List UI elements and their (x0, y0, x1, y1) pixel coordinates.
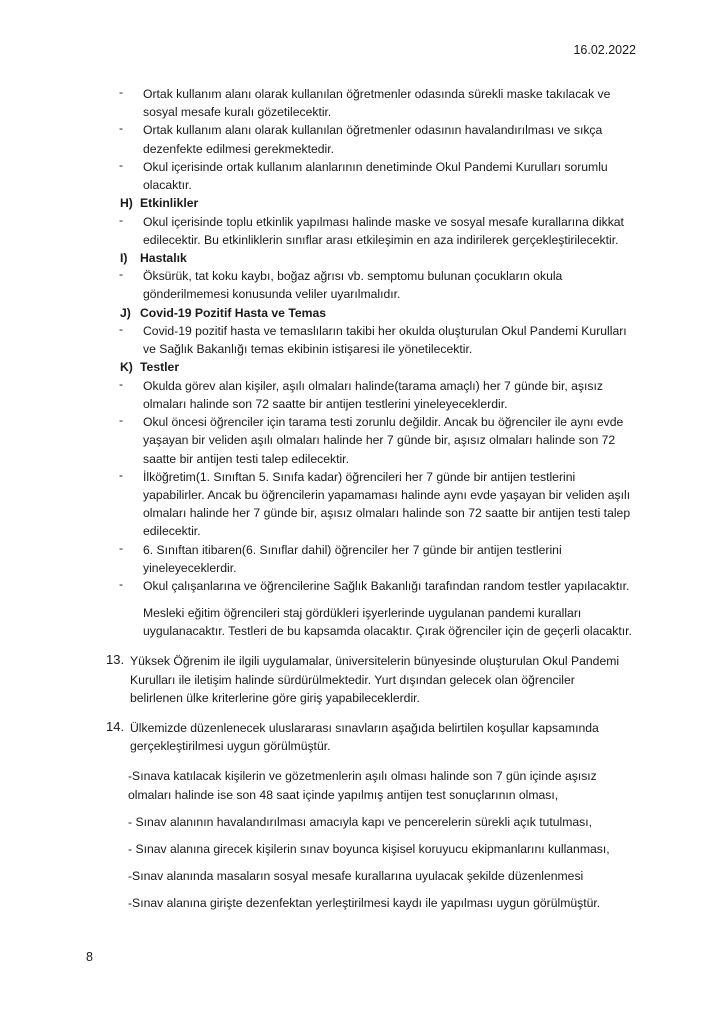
document-date: 16.02.2022 (573, 43, 636, 57)
bullet-dash: - (119, 540, 124, 555)
bullet-dash: - (119, 212, 124, 227)
item-number: 13. (106, 652, 125, 668)
bullet-line: Okul öncesi öğrenciler için tarama testi zorunlu değildir. Ancak bu öğrenciler ile aynı evde (143, 415, 624, 430)
bullet-line: yineleyeceklerdir. (143, 560, 237, 575)
bullet-line: Okul içerisinde ortak kullanım alanlarının denetiminde Okul Pandemi Kurulları sorumlu (143, 159, 608, 174)
bullet-dash: - (119, 121, 124, 136)
spacer (0, 707, 724, 719)
bullet-item (0, 577, 724, 595)
spacer (0, 858, 724, 867)
bullet-line: edilecektir. (143, 524, 201, 539)
document-body (0, 85, 724, 913)
condition-line: -Sınav alanına girişte dezenfektan yerleştirilmesi kaydı ile yapılması uygun görülmüştür. (128, 896, 601, 911)
condition-line: -Sınava katılacak kişilerin ve gözetmenlerin aşılı olması halinde son 7 gün içinde aşısız (128, 769, 597, 784)
item-line: gerçekleştirilmesi uygun görülmüştür. (130, 739, 331, 754)
condition-item (0, 867, 724, 885)
item-line: Yüksek Öğrenim ile ilgili uygulamalar, üniversitelerin bünyesinde oluşturulan Okul Pandemi (130, 654, 620, 669)
condition-line: - Sınav alanının havalandırılması amacıyla kapı ve pencerelerin sürekli açık tutulması, (128, 814, 593, 829)
condition-line: olmaları halinde ise son 48 saat içinde yapılmış antijen test sonuçlarının olması, (128, 787, 559, 802)
bullet-item (0, 267, 724, 303)
bullet-line: Öksürük, tat koku kaybı, boğaz ağrısı vb. semptomu bulunan çocukların okula (143, 269, 563, 284)
bullet-item (0, 541, 724, 577)
condition-line: -Sınav alanında masaların sosyal mesafe kurallarına uyulacak şekilde düzenlenmesi (128, 869, 584, 884)
bullet-line: Ortak kullanım alanı olarak kullanılan öğretmenler odasında sürekli maske takılacak ve (143, 87, 611, 101)
section-letter: K) (120, 360, 133, 375)
item-number: 14. (106, 719, 125, 734)
section-title: Testler (140, 360, 180, 375)
bullet-line: gönderilmemesi konusunda veliler uyarılmalıdır. (143, 287, 401, 302)
item-line: Kurulları ile iletişim halinde sürdürülmektedir. Yurt dışından gelecek olan öğrenciler (130, 672, 575, 687)
numbered-item-13 (0, 652, 724, 707)
spacer (0, 804, 724, 813)
note-line: uygulanacaktır. Testleri de bu kapsamda olacaktır. Çırak öğrenciler için de geçerli olacaktır. (143, 624, 632, 639)
spacer (0, 831, 724, 840)
section-heading-testler (0, 358, 724, 376)
numbered-item-14 (0, 719, 724, 755)
bullet-dash: - (119, 576, 124, 591)
bullet-line: dezenfekte edilmesi gerekmektedir. (143, 141, 335, 156)
bullet-line: Okul içerisinde toplu etkinlik yapılması halinde maske ve sosyal mesafe kurallarına dikkat (143, 214, 624, 229)
section-letter: J) (120, 305, 131, 320)
bullet-line: Okul çalışanlarına ve öğrencilerine Sağlık Bakanlığı tarafından random testler yapılacaktır. (143, 578, 630, 593)
bullet-item (0, 158, 724, 194)
bullet-line: olacaktır. (143, 177, 192, 192)
bullet-list-common-areas (0, 85, 724, 194)
section-title: Hastalık (140, 250, 187, 265)
bullet-line: ve Sağlık Bakanlığı temas ekibinin istişaresi ile yönetilecektir. (143, 342, 473, 357)
bullet-dash: - (119, 467, 124, 482)
section-letter: H) (120, 196, 133, 211)
bullet-item (0, 213, 724, 249)
bullet-dash: - (119, 413, 124, 428)
spacer (0, 595, 724, 604)
bullet-item (0, 85, 724, 121)
bullet-item (0, 413, 724, 468)
bullet-line: yapabilirler. Ancak bu öğrencilerin yapamaması halinde aynı evde yaşayan bir veliden aşılı (143, 487, 631, 502)
page-number: 8 (86, 950, 93, 964)
item-line: belirlenen ülke kriterlerine göre giriş yapabileceklerdir. (130, 690, 420, 705)
bullet-item (0, 121, 724, 157)
condition-item (0, 813, 724, 831)
condition-item (0, 767, 724, 803)
section-title: Etkinlikler (140, 196, 199, 211)
bullet-line: Ortak kullanım alanı olarak kullanılan öğretmenler odasının havalandırılması ve sıkça (143, 123, 603, 138)
bullet-item (0, 468, 724, 541)
bullet-line: saatte bir antijen testi talep edilecektir. (143, 451, 349, 466)
bullet-dash: - (119, 376, 124, 391)
bullet-dash: - (119, 267, 124, 282)
bullet-line: yaşayan bir veliden aşılı olmaları halinde her 7 günde bir, aşısız olmaları halinde son 72 (143, 433, 616, 448)
bullet-line: sosyal mesafe kuralı gözetilecektir. (143, 105, 332, 120)
bullet-dash: - (119, 85, 124, 99)
bullet-line: 6. Sınıftan itibaren(6. Sınıflar dahil) öğrenciler her 7 günde bir antijen testlerini (143, 542, 562, 557)
spacer (0, 640, 724, 652)
bullet-line: Covid-19 pozitif hasta ve temaslıların takibi her okulda oluşturulan Okul Pandemi Kurulları (143, 324, 627, 339)
bullet-line: olmaları halinde son 72 saatte bir antijen testlerini yineleyeceklerdir. (143, 397, 508, 411)
note-paragraph (0, 604, 724, 640)
bullet-dash: - (119, 322, 124, 337)
bullet-line: olmaları halinde her 7 günde bir, aşısız olmaları halinde son 72 saatte bir antijen testi talep (143, 506, 631, 521)
section-heading-hastalik (0, 249, 724, 267)
section-title: Covid-19 Pozitif Hasta ve Temas (140, 305, 327, 320)
section-heading-etkinlikler (0, 194, 724, 212)
spacer (0, 885, 724, 894)
bullet-line: edilecektir. Bu etkinliklerin sınıflar arası etkileşimin en aza indirilerek gerçekleştirilecektir. (143, 232, 619, 247)
condition-item (0, 894, 724, 912)
section-heading-covid (0, 304, 724, 322)
item-line: Ülkemizde düzenlenecek uluslararası sınavların aşağıda belirtilen koşullar kapsamında (130, 721, 599, 735)
spacer (0, 755, 724, 767)
bullet-line: İlköğretim(1. Sınıftan 5. Sınıfa kadar) öğrencileri her 7 günde bir antijen testlerini (143, 469, 576, 484)
bullet-item (0, 322, 724, 358)
condition-line: - Sınav alanına girecek kişilerin sınav boyunca kişisel koruyucu ekipmanlarını kullanması, (128, 841, 610, 856)
bullet-item (0, 377, 724, 413)
note-line: Mesleki eğitim öğrencileri staj gördükleri işyerlerinde uygulanan pandemi kuralları (143, 606, 582, 621)
condition-item (0, 840, 724, 858)
section-letter: I) (120, 250, 128, 265)
bullet-line: Okulda görev alan kişiler, aşılı olmaları halinde(tarama amaçlı) her 7 günde bir, aşısız (143, 378, 603, 393)
bullet-dash: - (119, 157, 124, 172)
